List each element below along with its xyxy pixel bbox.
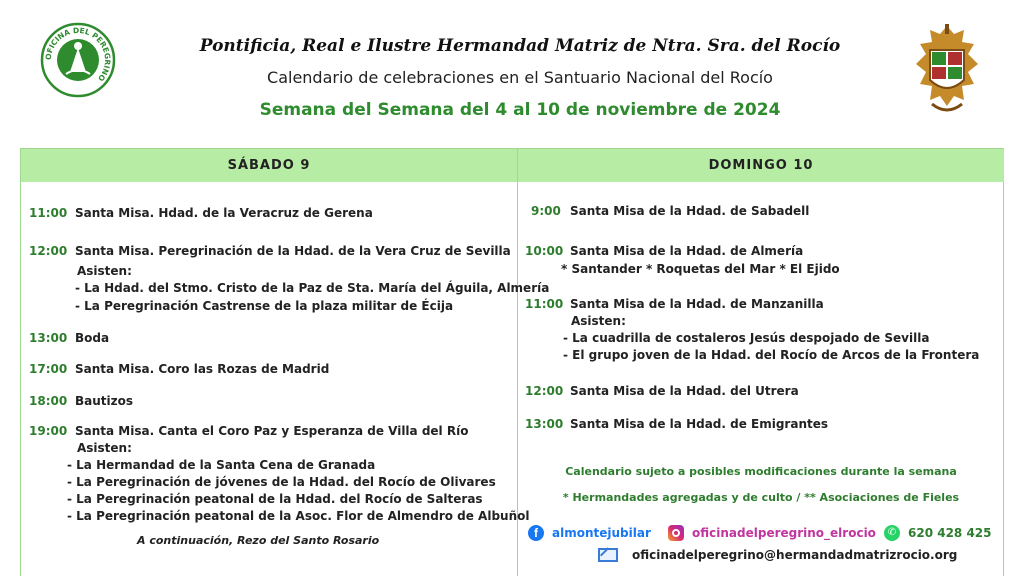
sun-time-1: 9:00 bbox=[531, 204, 561, 218]
schedule-board bbox=[20, 148, 1004, 576]
sat-time-4: 17:00 bbox=[29, 362, 68, 376]
sat-event-6-attendee-4: - La Peregrinación peatonal de la Asoc. Flor de Almendro de Albuñol bbox=[67, 509, 530, 523]
sat-event-4: Santa Misa. Coro las Rozas de Madrid bbox=[75, 362, 330, 376]
whatsapp-number[interactable]: 620 428 425 bbox=[908, 526, 992, 540]
sun-event-3-attendee-1: - La cuadrilla de costaleros Jesús despojado de Sevilla bbox=[563, 331, 930, 345]
sat-event-1: Santa Misa. Hdad. de la Veracruz de Gerena bbox=[75, 206, 373, 220]
sat-time-2: 12:00 bbox=[29, 244, 68, 258]
whatsapp-contact[interactable] bbox=[884, 525, 992, 541]
legend-note: * Hermandades agregadas y de culto / ** Asociaciones de Fieles bbox=[562, 491, 960, 504]
sun-event-1: Santa Misa de la Hdad. de Sabadell bbox=[570, 204, 810, 218]
sat-time-5: 18:00 bbox=[29, 394, 68, 408]
week-heading: Semana del Semana del 4 al 10 de noviembre de 2024 bbox=[259, 100, 781, 120]
saturday-heading: SÁBADO 9 bbox=[21, 149, 517, 182]
sun-event-3-asisten: Asisten: bbox=[571, 314, 626, 328]
page-subtitle: Calendario de celebraciones en el Santuario Nacional del Rocío bbox=[267, 68, 773, 87]
hermandad-coat-of-arms-logo bbox=[912, 24, 982, 118]
email-icon bbox=[598, 548, 618, 562]
email-contact[interactable] bbox=[598, 548, 957, 562]
sat-event-5: Bautizos bbox=[75, 394, 134, 408]
sun-time-3: 11:00 bbox=[525, 297, 564, 311]
sun-time-2: 10:00 bbox=[525, 244, 564, 258]
whatsapp-icon: ✆ bbox=[884, 525, 900, 541]
sat-event-6-attendee-1: - La Hermandad de la Santa Cena de Granada bbox=[67, 458, 376, 472]
instagram-handle[interactable]: oficinadelperegrino_elrocio bbox=[692, 526, 876, 540]
sat-event-2-attendee-1: - La Hdad. del Stmo. Cristo de la Paz de Sta. María del Águila, Almería bbox=[75, 281, 550, 295]
rosary-note: A continuación, Rezo del Santo Rosario bbox=[137, 534, 380, 547]
sun-time-4: 12:00 bbox=[525, 384, 564, 398]
facebook-icon: f bbox=[528, 525, 544, 541]
sat-event-6: Santa Misa. Canta el Coro Paz y Esperanza de Villa del Río bbox=[75, 424, 469, 438]
oficina-del-peregrino-logo bbox=[40, 22, 116, 98]
sat-time-3: 13:00 bbox=[29, 331, 68, 345]
sat-event-2-attendee-2: - La Peregrinación Castrense de la plaza militar de Écija bbox=[75, 299, 454, 313]
sat-event-6-attendee-3: - La Peregrinación peatonal de la Hdad. del Rocío de Salteras bbox=[67, 492, 483, 506]
sun-event-4: Santa Misa de la Hdad. del Utrera bbox=[570, 384, 799, 398]
sat-time-6: 19:00 bbox=[29, 424, 68, 438]
sat-event-6-attendee-2: - La Peregrinación de jóvenes de la Hdad. del Rocío de Olivares bbox=[67, 475, 496, 489]
email-address[interactable]: oficinadelperegrino@hermandadmatrizrocio.org bbox=[632, 548, 958, 562]
sun-event-3-attendee-2: - El grupo joven de la Hdad. del Rocío de Arcos de la Frontera bbox=[563, 348, 980, 362]
sat-event-2: Santa Misa. Peregrinación de la Hdad. de la Vera Cruz de Sevilla bbox=[75, 244, 511, 258]
facebook-contact[interactable] bbox=[528, 525, 651, 541]
facebook-handle[interactable]: almontejubilar bbox=[552, 526, 651, 540]
instagram-icon bbox=[668, 525, 684, 541]
logo-ring-text: OFICINA DEL PEREGRINO bbox=[43, 25, 113, 83]
schedule-disclaimer: Calendario sujeto a posibles modificaciones durante la semana bbox=[565, 465, 957, 478]
sun-event-2: Santa Misa de la Hdad. de Almería bbox=[570, 244, 804, 258]
sun-time-5: 13:00 bbox=[525, 417, 564, 431]
sat-time-1: 11:00 bbox=[29, 206, 68, 220]
sat-event-6-asisten: Asisten: bbox=[77, 441, 132, 455]
sat-event-2-asisten: Asisten: bbox=[77, 264, 132, 278]
sun-event-5: Santa Misa de la Hdad. de Emigrantes bbox=[570, 417, 829, 431]
sun-event-3: Santa Misa de la Hdad. de Manzanilla bbox=[570, 297, 824, 311]
sat-event-3: Boda bbox=[75, 331, 110, 345]
instagram-contact[interactable] bbox=[668, 525, 876, 541]
sun-event-2-extra: * Santander * Roquetas del Mar * El Ejido bbox=[561, 262, 840, 276]
sunday-heading: DOMINGO 10 bbox=[518, 149, 1004, 182]
page-title: Pontificia, Real e Ilustre Hermandad Matriz de Ntra. Sra. del Rocío bbox=[199, 36, 841, 56]
